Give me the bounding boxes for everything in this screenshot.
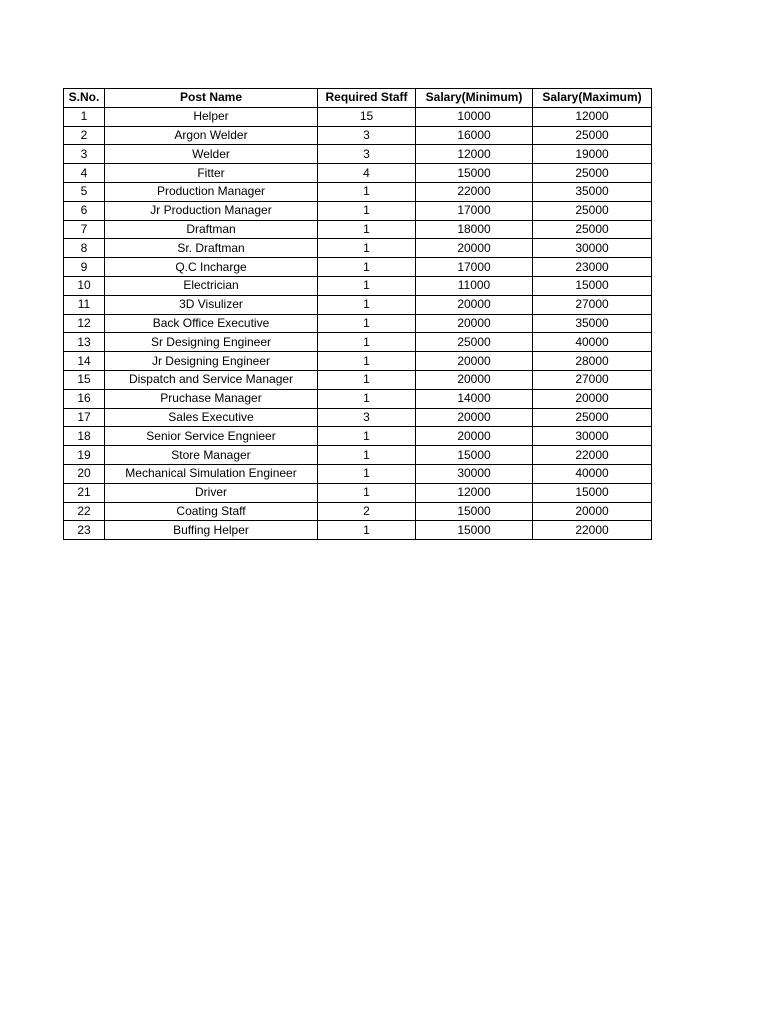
- sno-cell: 23: [64, 521, 105, 540]
- sno-cell: 11: [64, 295, 105, 314]
- salary-maximum-cell: 27000: [533, 370, 652, 389]
- sno-cell: 21: [64, 483, 105, 502]
- required-staff-cell: 1: [318, 239, 416, 258]
- table-row: [64, 220, 652, 239]
- required-staff-cell: 1: [318, 258, 416, 277]
- table-row: [64, 314, 652, 333]
- sno-cell: 14: [64, 352, 105, 371]
- required-staff-cell: 1: [318, 464, 416, 483]
- salary-minimum-cell: 15000: [416, 446, 533, 465]
- table-body: [64, 107, 652, 539]
- table-row: [64, 427, 652, 446]
- post-name-cell: Sr. Draftman: [105, 239, 318, 258]
- post-name-cell: Electrician: [105, 276, 318, 295]
- salary-maximum-cell: 12000: [533, 107, 652, 126]
- required-staff-cell: 1: [318, 521, 416, 540]
- post-name-cell: Helper: [105, 107, 318, 126]
- post-name-cell: Jr Production Manager: [105, 201, 318, 220]
- post-name-cell: Fitter: [105, 164, 318, 183]
- salary-minimum-cell: 12000: [416, 145, 533, 164]
- table-row: [64, 239, 652, 258]
- salary-minimum-cell: 20000: [416, 239, 533, 258]
- post-name-cell: Senior Service Engnieer: [105, 427, 318, 446]
- post-name-cell: Welder: [105, 145, 318, 164]
- table-row: [64, 333, 652, 352]
- salary-maximum-cell: 27000: [533, 295, 652, 314]
- salary-minimum-cell: 15000: [416, 164, 533, 183]
- salary-minimum-cell: 20000: [416, 295, 533, 314]
- header-row: [64, 89, 652, 108]
- sno-cell: 9: [64, 258, 105, 277]
- salary-minimum-cell: 20000: [416, 427, 533, 446]
- post-name-cell: Sales Executive: [105, 408, 318, 427]
- salary-maximum-cell: 40000: [533, 464, 652, 483]
- table-row: [64, 201, 652, 220]
- table-header: [64, 89, 652, 108]
- header-required-staff: Required Staff: [318, 89, 416, 108]
- header-salary-maximum: Salary(Maximum): [533, 89, 652, 108]
- sno-cell: 16: [64, 389, 105, 408]
- required-staff-cell: 3: [318, 126, 416, 145]
- required-staff-cell: 1: [318, 389, 416, 408]
- salary-minimum-cell: 17000: [416, 258, 533, 277]
- table-row: [64, 352, 652, 371]
- salary-minimum-cell: 17000: [416, 201, 533, 220]
- salary-maximum-cell: 15000: [533, 483, 652, 502]
- required-staff-cell: 15: [318, 107, 416, 126]
- sno-cell: 13: [64, 333, 105, 352]
- salary-maximum-cell: 22000: [533, 521, 652, 540]
- header-sno: S.No.: [64, 89, 105, 108]
- required-staff-cell: 1: [318, 427, 416, 446]
- required-staff-cell: 2: [318, 502, 416, 521]
- sno-cell: 15: [64, 370, 105, 389]
- post-name-cell: Buffing Helper: [105, 521, 318, 540]
- table-row: [64, 258, 652, 277]
- post-name-cell: Mechanical Simulation Engineer: [105, 464, 318, 483]
- required-staff-cell: 1: [318, 220, 416, 239]
- table-row: [64, 502, 652, 521]
- staff-salary-table: [63, 88, 652, 540]
- sno-cell: 20: [64, 464, 105, 483]
- sno-cell: 10: [64, 276, 105, 295]
- salary-maximum-cell: 35000: [533, 314, 652, 333]
- salary-maximum-cell: 22000: [533, 446, 652, 465]
- salary-maximum-cell: 20000: [533, 502, 652, 521]
- sno-cell: 17: [64, 408, 105, 427]
- table-row: [64, 389, 652, 408]
- sno-cell: 6: [64, 201, 105, 220]
- table-row: [64, 164, 652, 183]
- post-name-cell: Jr Designing Engineer: [105, 352, 318, 371]
- required-staff-cell: 1: [318, 201, 416, 220]
- sno-cell: 19: [64, 446, 105, 465]
- salary-minimum-cell: 11000: [416, 276, 533, 295]
- required-staff-cell: 1: [318, 295, 416, 314]
- salary-minimum-cell: 20000: [416, 352, 533, 371]
- salary-minimum-cell: 18000: [416, 220, 533, 239]
- post-name-cell: Dispatch and Service Manager: [105, 370, 318, 389]
- salary-maximum-cell: 25000: [533, 408, 652, 427]
- table-row: [64, 370, 652, 389]
- sno-cell: 2: [64, 126, 105, 145]
- required-staff-cell: 3: [318, 145, 416, 164]
- post-name-cell: Driver: [105, 483, 318, 502]
- sno-cell: 18: [64, 427, 105, 446]
- salary-maximum-cell: 28000: [533, 352, 652, 371]
- salary-minimum-cell: 14000: [416, 389, 533, 408]
- required-staff-cell: 1: [318, 333, 416, 352]
- post-name-cell: Sr Designing Engineer: [105, 333, 318, 352]
- post-name-cell: Store Manager: [105, 446, 318, 465]
- header-salary-minimum: Salary(Minimum): [416, 89, 533, 108]
- salary-minimum-cell: 15000: [416, 502, 533, 521]
- required-staff-cell: 3: [318, 408, 416, 427]
- required-staff-cell: 4: [318, 164, 416, 183]
- table-row: [64, 521, 652, 540]
- table-row: [64, 126, 652, 145]
- sno-cell: 22: [64, 502, 105, 521]
- salary-maximum-cell: 19000: [533, 145, 652, 164]
- salary-minimum-cell: 30000: [416, 464, 533, 483]
- salary-maximum-cell: 23000: [533, 258, 652, 277]
- required-staff-cell: 1: [318, 276, 416, 295]
- post-name-cell: Argon Welder: [105, 126, 318, 145]
- post-name-cell: Coating Staff: [105, 502, 318, 521]
- salary-minimum-cell: 25000: [416, 333, 533, 352]
- post-name-cell: Pruchase Manager: [105, 389, 318, 408]
- salary-minimum-cell: 16000: [416, 126, 533, 145]
- sno-cell: 12: [64, 314, 105, 333]
- sno-cell: 3: [64, 145, 105, 164]
- salary-maximum-cell: 25000: [533, 126, 652, 145]
- salary-maximum-cell: 20000: [533, 389, 652, 408]
- table-row: [64, 464, 652, 483]
- salary-maximum-cell: 30000: [533, 427, 652, 446]
- table-row: [64, 182, 652, 201]
- table-row: [64, 446, 652, 465]
- salary-maximum-cell: 30000: [533, 239, 652, 258]
- table-row: [64, 145, 652, 164]
- table-row: [64, 276, 652, 295]
- table-row: [64, 107, 652, 126]
- sno-cell: 7: [64, 220, 105, 239]
- table-row: [64, 483, 652, 502]
- salary-minimum-cell: 10000: [416, 107, 533, 126]
- required-staff-cell: 1: [318, 370, 416, 389]
- required-staff-cell: 1: [318, 352, 416, 371]
- required-staff-cell: 1: [318, 483, 416, 502]
- salary-maximum-cell: 15000: [533, 276, 652, 295]
- salary-minimum-cell: 15000: [416, 521, 533, 540]
- salary-maximum-cell: 25000: [533, 164, 652, 183]
- post-name-cell: Q.C Incharge: [105, 258, 318, 277]
- table-row: [64, 408, 652, 427]
- required-staff-cell: 1: [318, 314, 416, 333]
- salary-minimum-cell: 12000: [416, 483, 533, 502]
- salary-maximum-cell: 25000: [533, 220, 652, 239]
- salary-minimum-cell: 20000: [416, 370, 533, 389]
- post-name-cell: Back Office Executive: [105, 314, 318, 333]
- post-name-cell: Draftman: [105, 220, 318, 239]
- salary-maximum-cell: 25000: [533, 201, 652, 220]
- salary-minimum-cell: 20000: [416, 408, 533, 427]
- salary-minimum-cell: 20000: [416, 314, 533, 333]
- table-row: [64, 295, 652, 314]
- required-staff-cell: 1: [318, 182, 416, 201]
- sno-cell: 4: [64, 164, 105, 183]
- post-name-cell: 3D Visulizer: [105, 295, 318, 314]
- required-staff-cell: 1: [318, 446, 416, 465]
- sno-cell: 8: [64, 239, 105, 258]
- post-name-cell: Production Manager: [105, 182, 318, 201]
- sno-cell: 5: [64, 182, 105, 201]
- header-post-name: Post Name: [105, 89, 318, 108]
- salary-maximum-cell: 40000: [533, 333, 652, 352]
- salary-maximum-cell: 35000: [533, 182, 652, 201]
- salary-minimum-cell: 22000: [416, 182, 533, 201]
- sno-cell: 1: [64, 107, 105, 126]
